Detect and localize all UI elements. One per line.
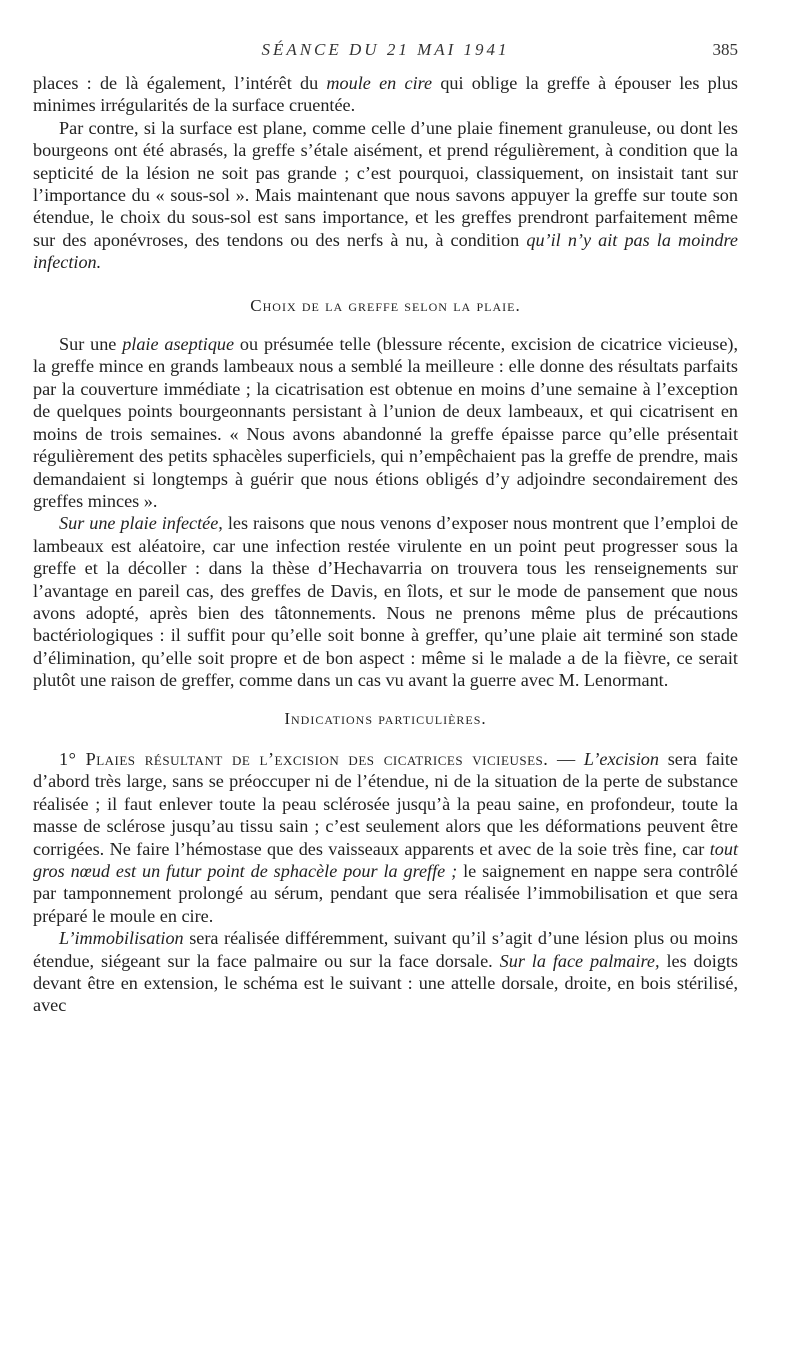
running-header — [33, 40, 738, 72]
emphasis: qu’il n’y ait pas la moindre infection. — [33, 229, 739, 273]
emphasis: Sur la face palmaire, — [499, 950, 660, 971]
section-heading: Indications particulières. — [284, 708, 487, 728]
section-heading: Choix de la greffe selon la plaie. — [250, 295, 521, 315]
page-number: 385 — [712, 40, 738, 59]
emphasis: tout gros nœud est un futur point de sphacèle pour la greffe ; — [33, 838, 738, 881]
emphasis: L’excision — [583, 748, 659, 769]
paragraph: Sur une plaie aseptique ou présumée telle (blessure récente, excision de cicatrice vicieuse), la greffe mince en grands lambeaux nous a semblé la meilleure : elle donne des résultats parfaits par la couverture immédiate ; la cicatrisation est obtenue en moins d’une semaine à l’exception de quelques points bourgeonnants persistant à l’union de deux lambeaux, et qui cicatrisent en moins de trois semaines. « Nous avons abandonné la greffe épaisse parce qu’elle présentait régulièrement des petits sphacèles superficiels, qui n’empêchaient pas la greffe de prendre, mais demandaient si longtemps à guérir que nous étions obligés d’y adjoindre secondairement des greffes minces ». — [33, 334, 738, 511]
paragraph: places : de là également, l’intérêt du moule en cire qui oblige la greffe à épouser les plus minimes irrégularités de la surface cruentée. — [33, 73, 739, 116]
body-text — [33, 72, 738, 1017]
subsection-lead: 1° Plaies résultant de l’excision des cicatrices vicieuses. — [59, 748, 549, 769]
paragraph: Par contre, si la surface est plane, comme celle d’une plaie finement granuleuse, ou dont les bourgeons ont été abrasés, la greffe s’étale aisément, et prend régulièrement, à condition que la septicité de la lésion ne soit pas grande ; c’est pourquoi, classiquement, on insistait tant sur l’importance du « sous-sol ». Mais maintenant que nous savons appuyer la greffe sur toute son étendue, le choix du sous-sol est sans importance, et les greffes prendront parfaitement même sur des aponévroses, des tendons ou des nerfs à nu, à condition qu’il n’y ait pas la moindre infection. — [33, 117, 739, 273]
paragraph: L’immobilisation sera réalisée différemment, suivant qu’il s’agit d’une lésion plus ou moins étendue, siégeant sur la face palmaire ou sur la face dorsale. Sur la face palmaire, les doigts devant être en extension, le schéma est le suivant : une attelle dorsale, droite, en bois stérilisé, avec — [33, 928, 738, 1016]
running-title: SÉANCE DU 21 MAI 1941 — [261, 40, 510, 59]
emphasis: plaie aseptique — [122, 334, 235, 355]
emphasis: L’immobilisation — [59, 928, 184, 949]
paragraph: Sur une plaie infectée, les raisons que nous venons d’exposer nous montrent que l’emploi de lambeaux est aléatoire, car une infection restée virulente en un point peut progresser sous la greffe et la décoller : dans la thèse d’Hechavarria on trouvera tous les renseignements sur l’avantage en pareil cas, des greffes de Davis, en îlots, et sur le mode de pansement que nous avons adopté, après bien des tâtonnements. Nous ne prenons même plus de précautions bactériologiques : il suffit pour qu’elle soit bonne à greffer, qu’une plaie ait terminé son stade d’élimination, qu’elle soit propre et de bon aspect : même si le malade a de la fièvre, ce serait plutôt une raison de greffer, comme dans un cas vu avant la guerre avec M. Lenormant. — [33, 513, 739, 691]
emphasis: Sur une plaie infectée, — [59, 513, 223, 534]
emphasis: moule en cire — [326, 73, 433, 93]
paragraph: 1° Plaies résultant de l’excision des cicatrices vicieuses. — L’excision sera faite d’abord très large, sans se préoccuper ni de l’étendue, ni de la situation de la perte de substance réalisée ; il faut enlever toute la peau sclérosée jusqu’à la peau saine, en profondeur, toute la masse de sclérose jusqu’au tissu sain ; c’est seulement alors que les déformations peuvent être corrigées. Ne faire l’hémostase que des vaisseaux apparents et avec de la soie très fine, car tout gros nœud est un futur point de sphacèle pour la greffe ; le saignement en nappe sera contrôlé par tamponnement prolongé au sérum, pendant que sera réalisée l’immobilisation et que sera préparé le moule en cire. — [33, 748, 738, 926]
document-page — [33, 40, 738, 1017]
